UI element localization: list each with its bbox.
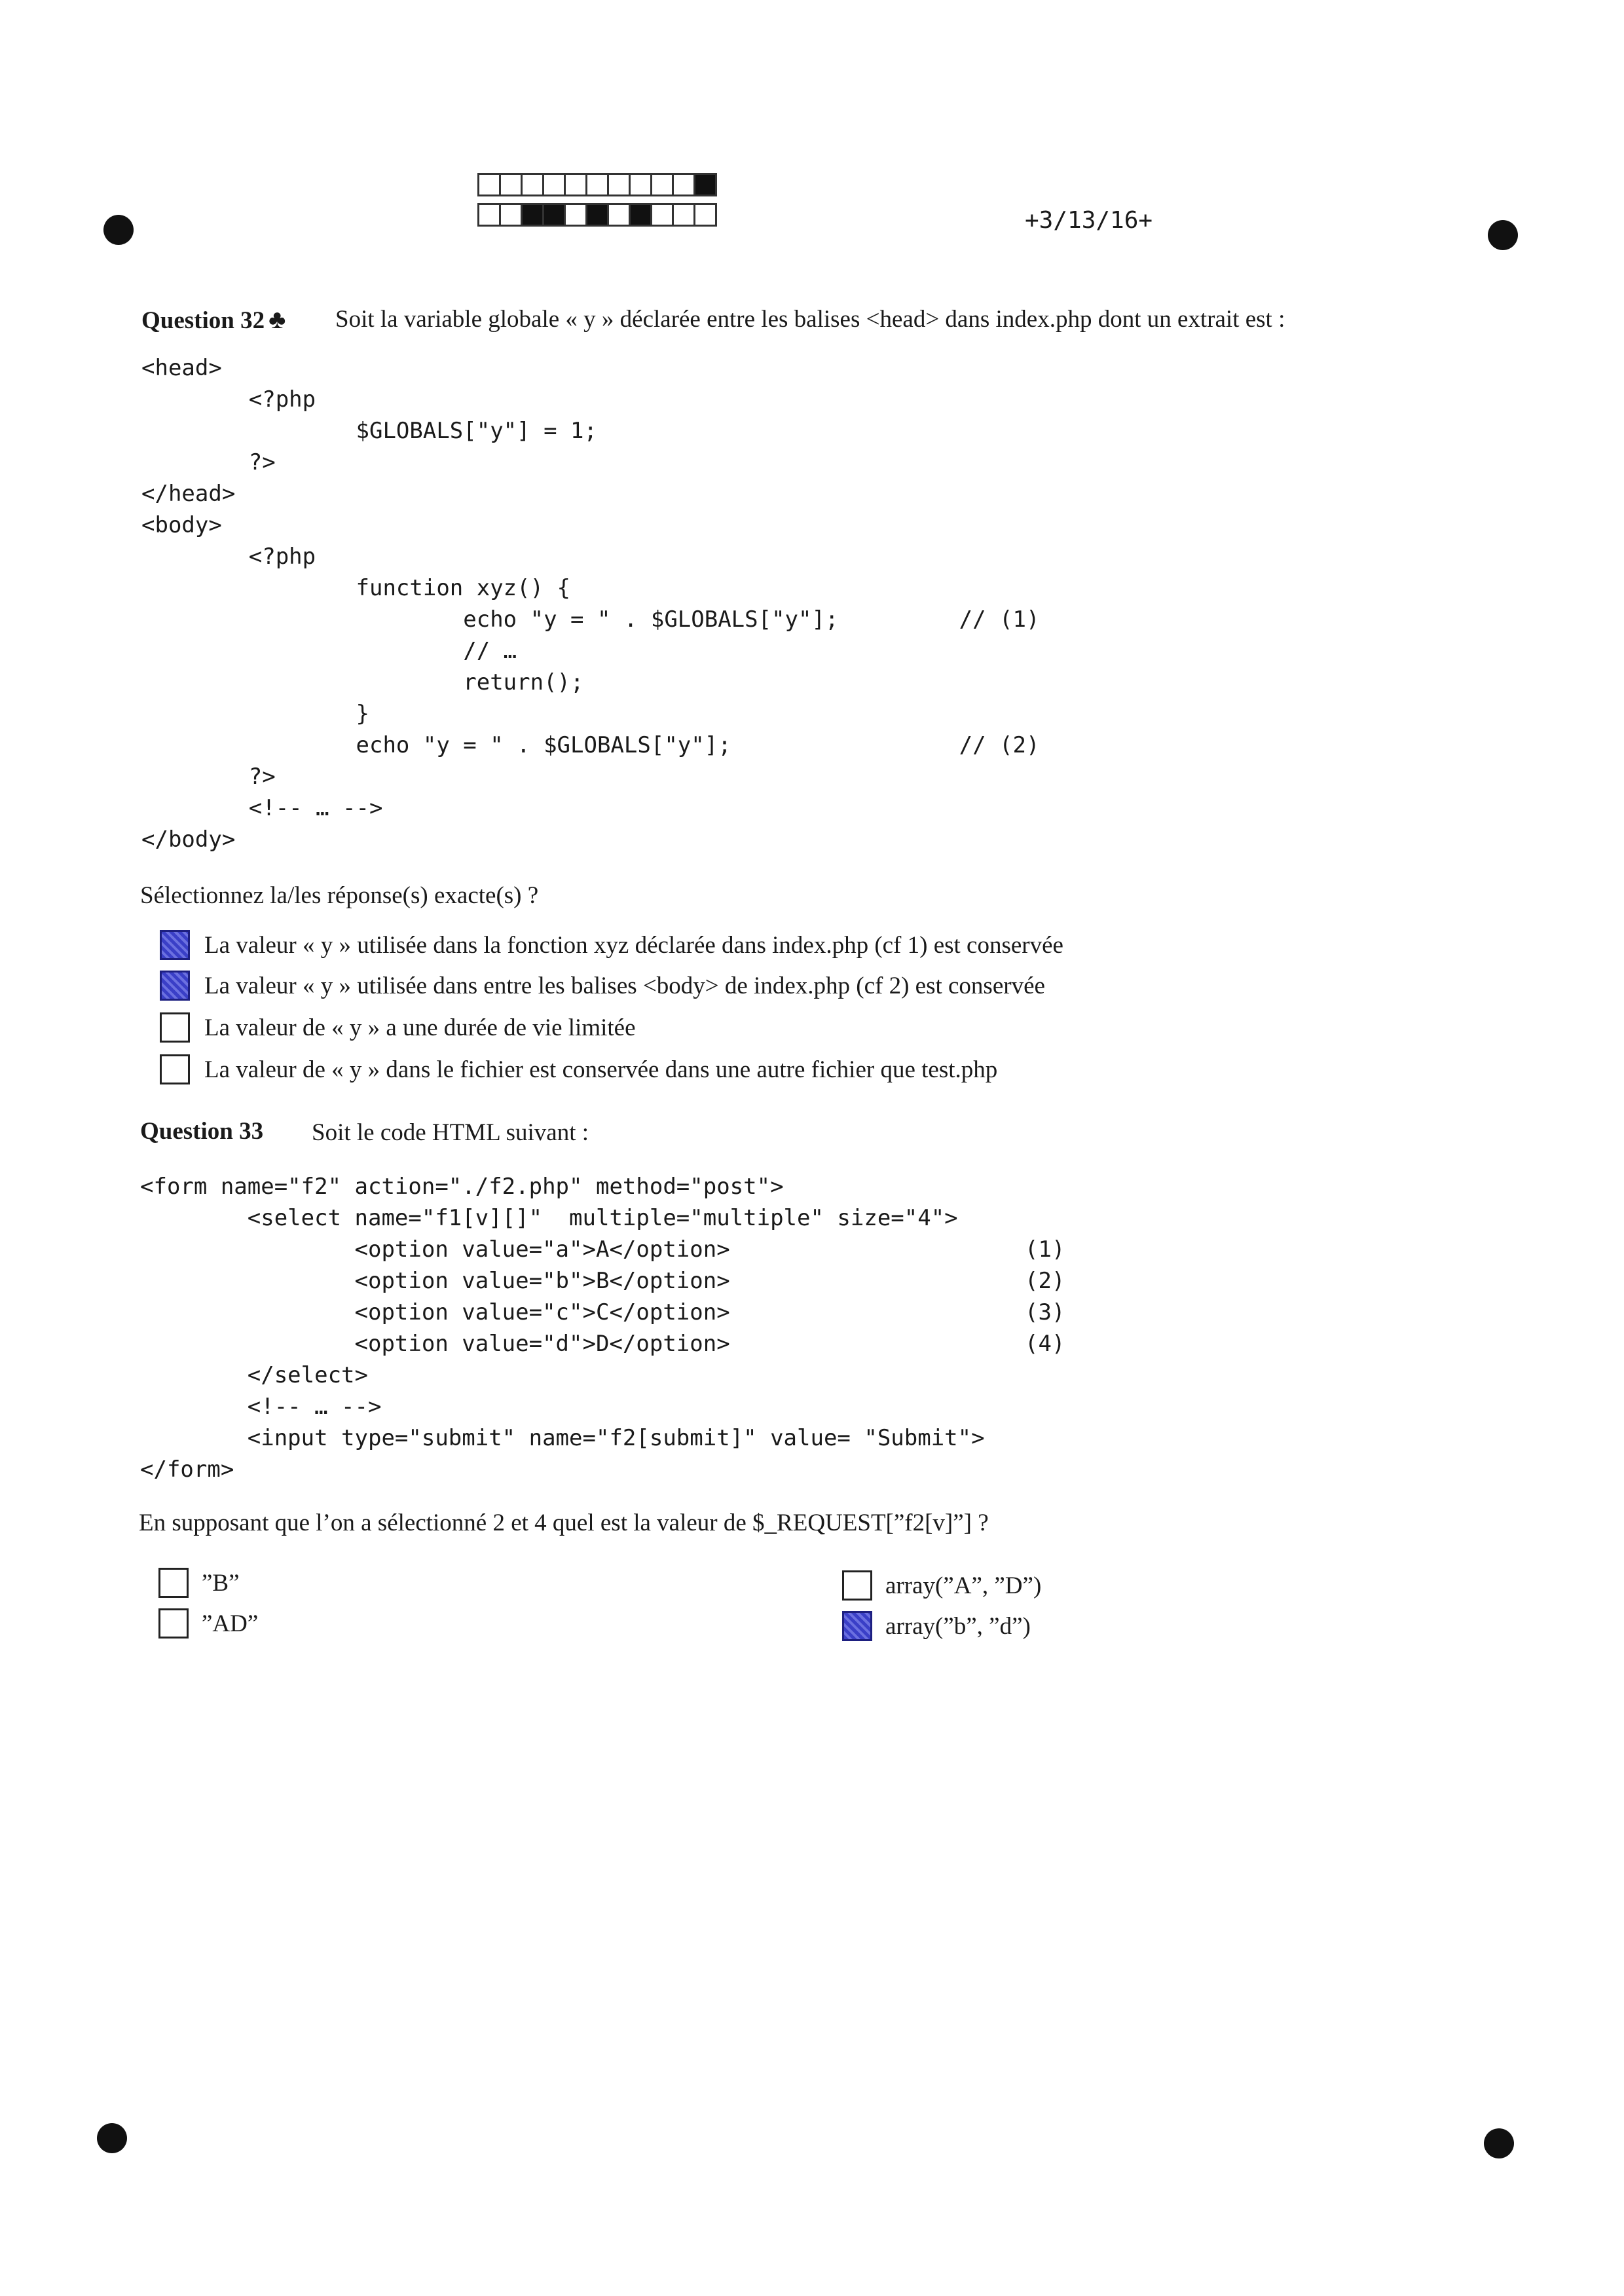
barcode-cell (564, 173, 587, 196)
code-line: <!-- … --> (140, 1394, 382, 1420)
barcode-cell (693, 173, 717, 196)
q32-option-4-label: La valeur de « y » dans le fichier est conservée dans une autre fichier que test.php (204, 1056, 998, 1083)
code-line: echo "y = " . $GLOBALS["y"]; // (2) (141, 732, 1040, 758)
q32-option-3-checkbox[interactable] (160, 1012, 190, 1043)
code-line: </form> (140, 1456, 234, 1483)
barcode-cell (672, 203, 695, 227)
barcode-cell (629, 173, 652, 196)
q32-option-2-checkbox[interactable] (160, 971, 190, 1001)
question-32-prompt: Sélectionnez la/les réponse(s) exacte(s) ? (140, 882, 539, 909)
q33-option-1-checkbox[interactable] (158, 1568, 189, 1598)
q33-option-2-label: ”AD” (202, 1610, 259, 1637)
barcode-cell (521, 173, 544, 196)
q33-option-3-checkbox[interactable] (842, 1570, 872, 1601)
barcode-cell (499, 203, 523, 227)
code-line: ?> (141, 764, 276, 790)
registration-dot-top-right (1488, 220, 1518, 250)
q33-option-3-label: array(”A”, ”D”) (885, 1572, 1042, 1599)
barcode-cell (477, 173, 501, 196)
code-line: <!-- … --> (141, 795, 383, 821)
barcode-row-2 (479, 203, 717, 227)
registration-dot-top-left (103, 215, 134, 245)
question-32-label: Question 32 (141, 307, 265, 334)
barcode-cell (542, 203, 566, 227)
code-line: </body> (141, 826, 236, 853)
barcode-row-1 (479, 173, 717, 196)
registration-dot-bottom-left (97, 2123, 127, 2153)
barcode-cell (542, 173, 566, 196)
question-32-header (141, 304, 286, 335)
q32-option-4-checkbox[interactable] (160, 1054, 190, 1084)
code-line: </head> (141, 481, 236, 507)
code-line: <?php (141, 386, 316, 413)
barcode-cell (650, 203, 674, 227)
club-icon: ♣ (268, 305, 286, 334)
page-id: +3/13/16+ (1025, 207, 1153, 234)
question-33-code (140, 1171, 1065, 1485)
code-line: <body> (141, 512, 222, 538)
barcode-cell (672, 173, 695, 196)
barcode-cell (521, 203, 544, 227)
barcode-cell (564, 203, 587, 227)
question-33-intro: Soit le code HTML suivant : (312, 1119, 589, 1146)
barcode-cell (629, 203, 652, 227)
q33-option-1-label: ”B” (202, 1570, 240, 1597)
barcode-cell (499, 173, 523, 196)
code-line: return(); (141, 669, 584, 695)
code-line: <?php (141, 544, 316, 570)
question-32-intro: Soit la variable globale « y » déclarée entre les balises <head> dans index.php dont un extrait est : (335, 306, 1285, 333)
code-line: echo "y = " . $GLOBALS["y"]; // (1) (141, 606, 1040, 633)
code-line: <form name="f2" action="./f2.php" method="post"> (140, 1174, 784, 1200)
q32-option-3-label: La valeur de « y » a une durée de vie limitée (204, 1014, 636, 1041)
code-line: $GLOBALS["y"] = 1; (141, 418, 597, 444)
barcode-cell (650, 173, 674, 196)
code-line: function xyz() { (141, 575, 571, 601)
question-33-label: Question 33 (140, 1118, 264, 1145)
barcode-cell (585, 203, 609, 227)
barcode-cell (607, 173, 631, 196)
q32-option-1-label: La valeur « y » utilisée dans la fonction xyz déclarée dans index.php (cf 1) est conservée (204, 932, 1063, 959)
q33-option-4-checkbox[interactable] (842, 1611, 872, 1641)
question-33-prompt: En supposant que l’on a sélectionné 2 et 4 quel est la valeur de $_REQUEST[”f2[v]”] ? (139, 1509, 989, 1536)
q33-option-4-label: array(”b”, ”d”) (885, 1613, 1031, 1640)
question-33-header (140, 1117, 263, 1145)
q32-option-2-label: La valeur « y » utilisée dans entre les balises <body> de index.php (cf 2) est conservée (204, 972, 1045, 999)
code-line: ?> (141, 449, 276, 475)
code-line: <option value="c">C</option> (3) (140, 1299, 1065, 1325)
code-line: // … (141, 638, 517, 664)
q32-option-1-checkbox[interactable] (160, 930, 190, 960)
barcode-cell (607, 203, 631, 227)
code-line: <option value="b">B</option> (2) (140, 1268, 1065, 1294)
barcode-cell (585, 173, 609, 196)
code-line: <head> (141, 355, 222, 381)
barcode-cell (693, 203, 717, 227)
code-line: <option value="d">D</option> (4) (140, 1331, 1065, 1357)
code-line: <option value="a">A</option> (1) (140, 1236, 1065, 1263)
question-32-code (141, 352, 1039, 855)
code-line: } (141, 701, 369, 727)
barcode-cell (477, 203, 501, 227)
q33-option-2-checkbox[interactable] (158, 1608, 189, 1639)
code-line: <input type="submit" name="f2[submit]" value= "Submit"> (140, 1425, 985, 1451)
registration-dot-bottom-right (1484, 2128, 1514, 2158)
code-line: </select> (140, 1362, 368, 1388)
code-line: <select name="f1[v][]" multiple="multiple" size="4"> (140, 1205, 958, 1231)
